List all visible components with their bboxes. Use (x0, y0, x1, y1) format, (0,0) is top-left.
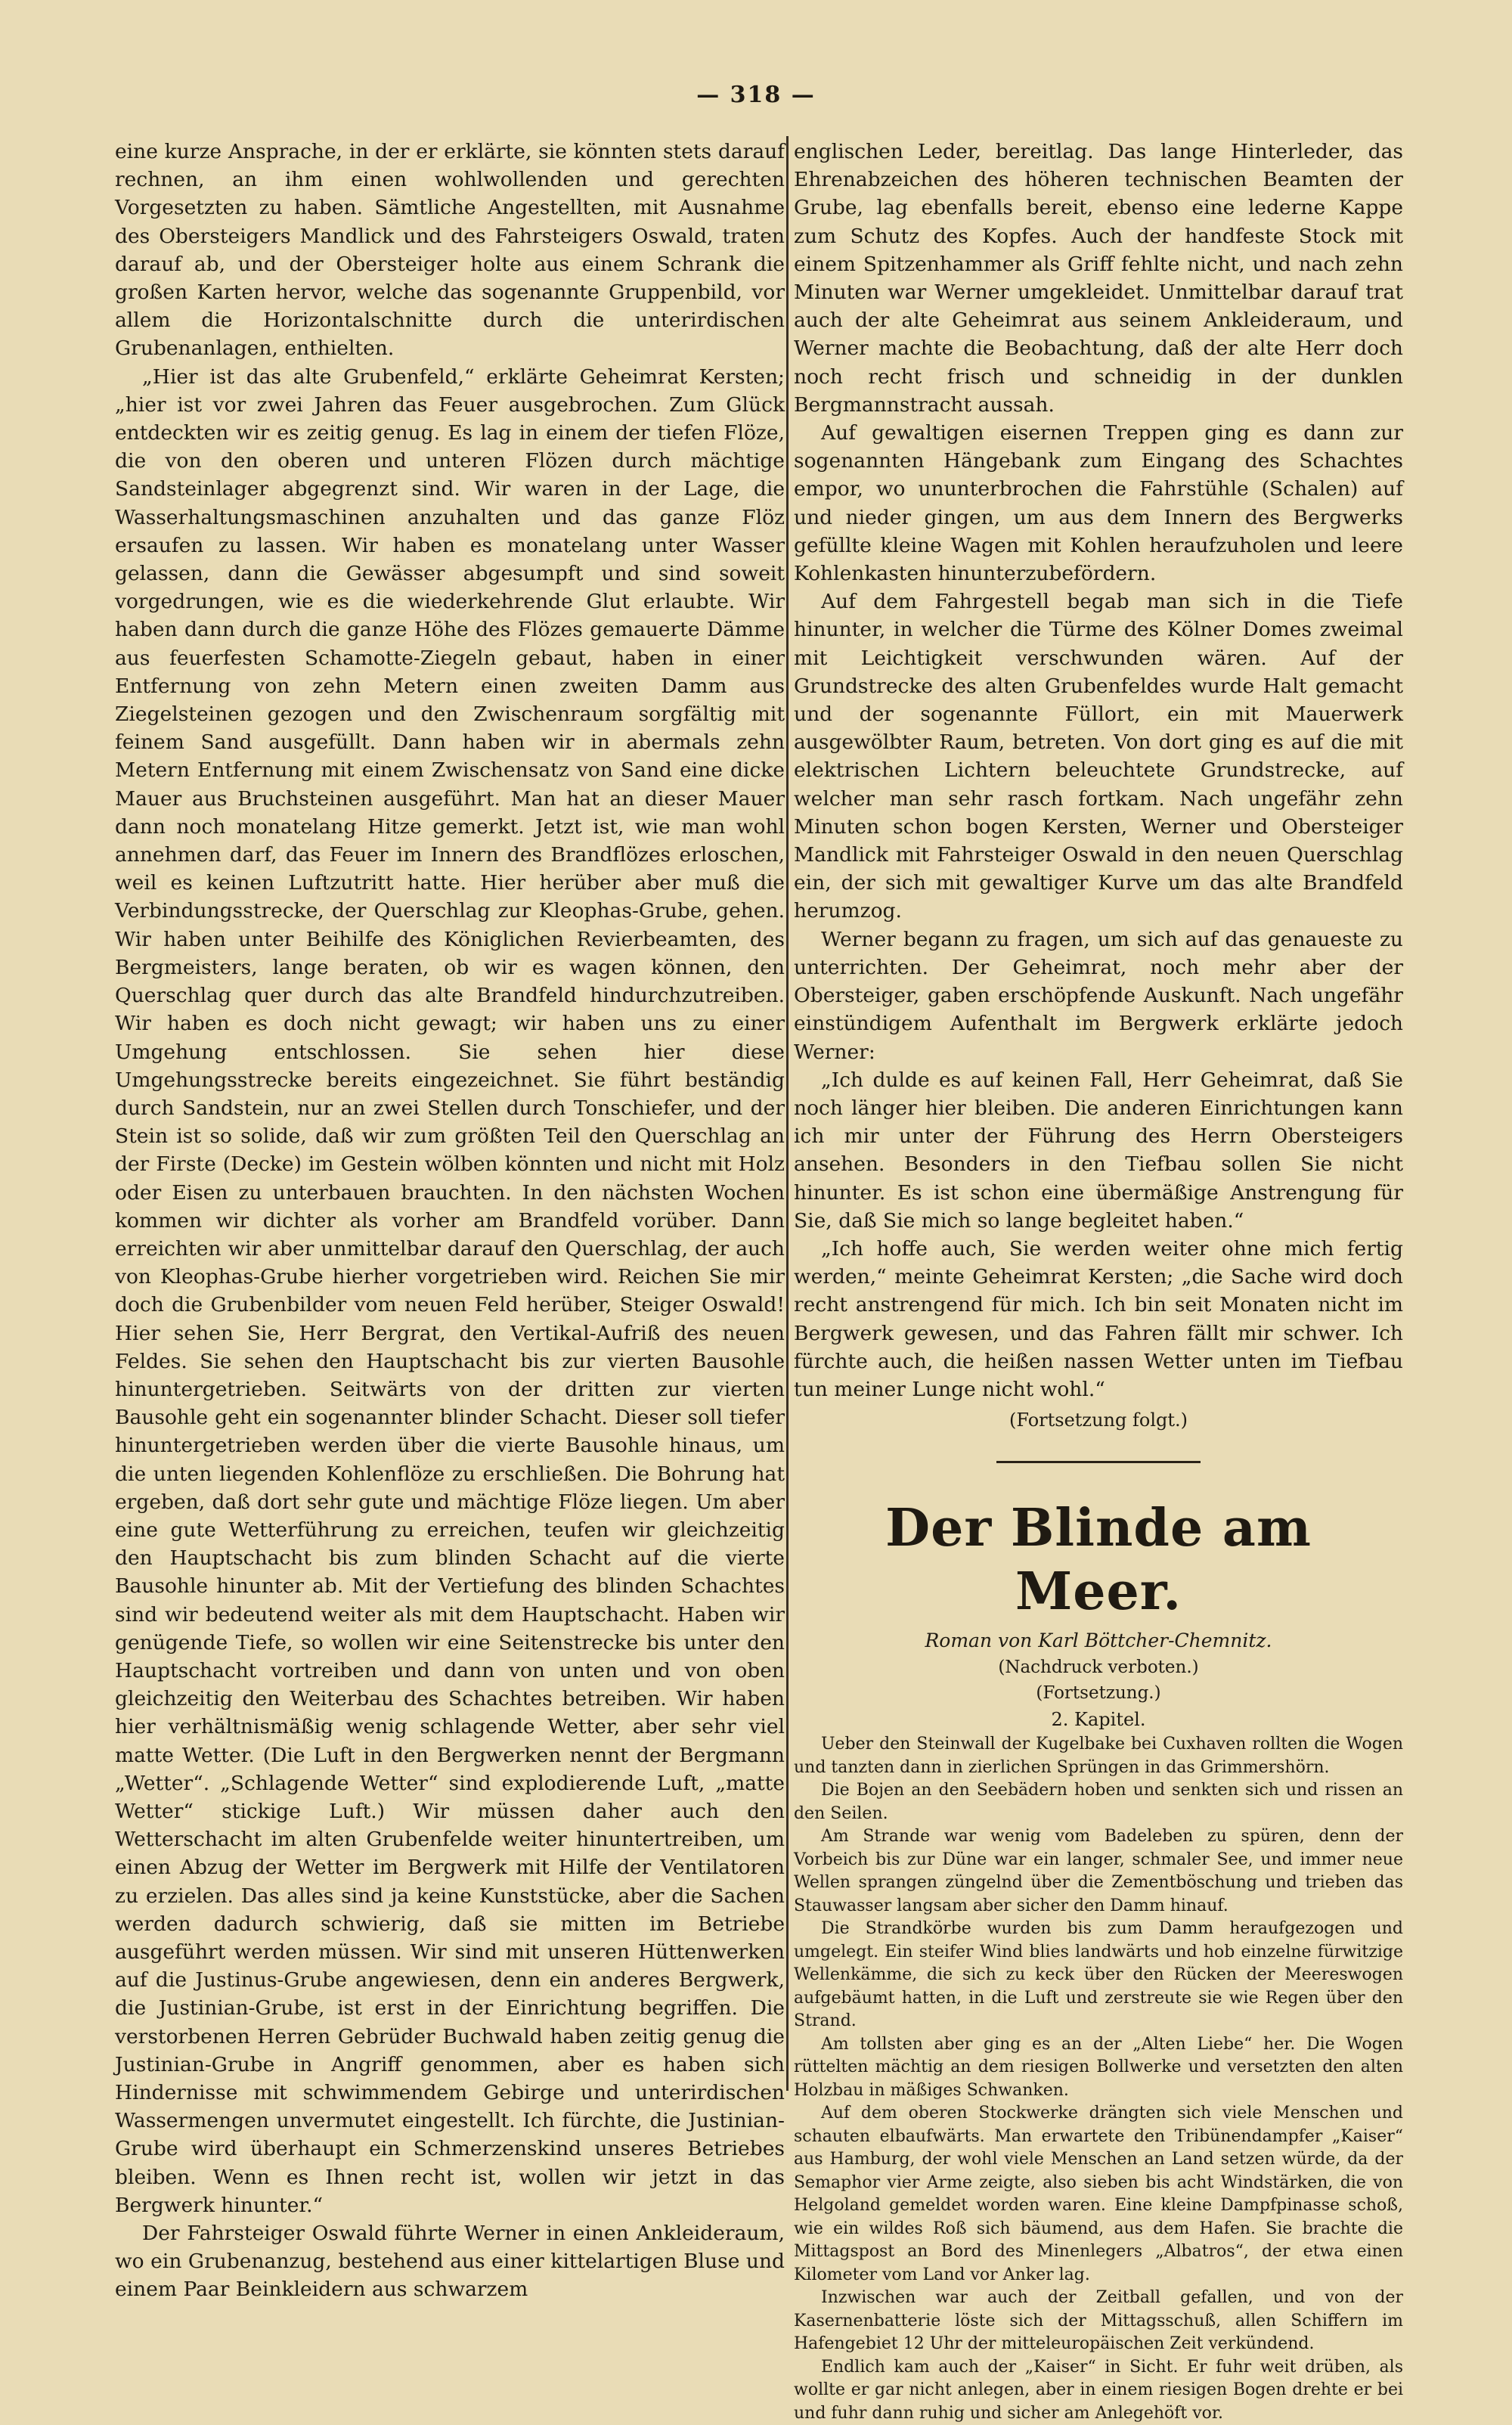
continued-note: (Fortsetzung.) (1036, 1683, 1161, 1704)
novel-paragraph: Am tollsten aber ging es an der „Alten Liebe“ her. Die Wogen rüttelten mächtig an dem riesigen Bollwerke und versetzten den alten Holzbau in mäßiges Schwanken. (794, 2034, 1403, 2100)
article-paragraph: „Ich dulde es auf keinen Fall, Herr Geheimrat, daß Sie noch länger hier bleiben. Die anderen Einrichtungen kann ich mir unter der Führung des Herrn Obersteigers ansehen. Besonders in den Tiefbau sollen Sie nicht hinunter. Es ist schon eine übermäßige Anstrengung für Sie, daß Sie mich so lange begleitet haben.“ (794, 1068, 1403, 1233)
novel-paragraph: Am Strande war wenig vom Badeleben zu spüren, denn der Vorbeich bis zur Düne war ein langer, schmaler See, und immer neue Wellen sprangen züngelnd über die Zementböschung und trieben das Stauwasser langsam aber sicher den Damm hinauf. (794, 1827, 1403, 1915)
right-column (794, 138, 1403, 2425)
article-paragraph: Auf dem Fahrgestell begab man sich in die Tiefe hinunter, in welcher die Türme des Kölner Domes zweimal mit Leichtigkeit verschwunden wären. Auf der Grundstrecke des alten Grubenfeldes wurde Halt gemacht und der sogenannte Füllort, ein mit Mauerwerk ausgewölbter Raum, betreten. Von dort ging es auf die mit elektrischen Lichtern beleuchtete Grundstrecke, auf welcher man sehr rasch fortkam. Nach ungefähr zehn Minuten schon bogen Kersten, Werner und Obersteiger Mandlick mit Fahrsteiger Oswald in den neuen Querschlag ein, der sich mit gewaltiger Kurve um das alte Brandfeld herumzog. (794, 590, 1403, 923)
novel-paragraph: Auf dem oberen Stockwerke drängten sich viele Menschen und schauten elbaufwärts. Man erwartete den Tribünendampfer „Kaiser“ aus Hamburg, der wohl viele Menschen an Land setzen würde, da der Semaphor vier Arme zeigte, also sieben bis acht Windstärken, die von Helgoland gemeldet worden waren. Eine kleine Dampfpinasse schoß, wie ein wildes Roß sich bäumend, aus dem Hafen. Sie brachte die Mittagspost an Bord des Minenlegers „Albatros“, der etwa einen Kilometer vom Land vor Anker lag. (794, 2104, 1403, 2284)
article-paragraph: „Ich hoffe auch, Sie werden weiter ohne mich fertig werden,“ meinte Geheimrat Kersten; „die Sache wird doch recht anstrengend für mich. Ich bin seit Monaten nicht im Bergwerk gewesen, und das Fahren fällt mir schwer. Ich fürchte auch, die heißen nassen Wetter unten im Tiefbau tun meiner Lunge nicht wohl.“ (794, 1236, 1403, 1401)
article-paragraph: Auf gewaltigen eisernen Treppen ging es dann zur sogenannten Hängebank zum Eingang des Schachtes empor, wo ununterbrochen die Fahrstühle (Schalen) auf und nieder gingen, um aus dem Innern des Bergwerks gefüllte kleine Wagen mit Kohlen heraufzuholen und leere Kohlenkasten hinunterzubefördern. (794, 421, 1403, 586)
novel-byline: Roman von Karl Böttcher-Chemnitz. (925, 1630, 1272, 1652)
novel-paragraph: Inzwischen war auch der Zeitball gefallen, und von der Kasernenbatterie löste sich der Mittagsschuß, allen Schiffern im Hafengebiet 12 Uhr der mitteleuropäischen Zeit verkündend. (794, 2288, 1403, 2354)
article-paragraph: Werner begann zu fragen, um sich auf das genaueste zu unterrichten. Der Geheimrat, noch mehr aber der Obersteiger, gaben erschöpfende Auskunft. Nach ungefähr einstündigem Aufenthalt im Bergwerk erklärte jedoch Werner: (794, 927, 1403, 1064)
article-paragraph: englischen Leder, bereitlag. Das lange Hinterleder, das Ehrenabzeichen des höheren technischen Beamten der Grube, lag ebenfalls bereit, ebenso eine lederne Kappe zum Schutz des Kopfes. Auch der handfeste Stock mit einem Spitzenhammer als Griff fehlte nicht, und nach zehn Minuten war Werner umgekleidet. Unmittelbar darauf trat auch der alte Geheimrat aus seinem Ankleideraum, und Werner machte die Beobachtung, daß der alte Herr doch noch recht frisch und schneidig in der dunklen Bergmannstracht aussah. (794, 140, 1403, 417)
column-divider (786, 136, 789, 2091)
novel-paragraph: Die Bojen an den Seebädern hoben und senkten sich und rissen an den Seilen. (794, 1781, 1403, 1823)
article-paragraph: Der Fahrsteiger Oswald führte Werner in einen Ankleideraum, wo ein Grubenanzug, bestehend aus einer kittelartigen Bluse und einem Paar Beinkleidern aus schwarzem (115, 2222, 785, 2302)
chapter-heading: 2. Kapitel. (1051, 1709, 1146, 1731)
article-paragraph: „Hier ist das alte Grubenfeld,“ erklärte Geheimrat Kersten; „hier ist vor zwei Jahren das Feuer ausgebrochen. Zum Glück entdeckten wir es zeitig genug. Es lag in einem der tiefen Flöze, die von den oberen und unteren Flözen durch mächtige Sandsteinlager abgegrenzt sind. Wir waren in der Lage, die Wasserhaltungsmaschinen anzuhalten und das ganze Flöz ersaufen zu lassen. Wir haben es monatelang unter Wasser gelassen, dann die Gewässer abgesumpft und sind soweit vorgedrungen, wie es die wiederkehrende Glut erlaubte. Wir haben dann durch die ganze Höhe des Flözes gemauerte Dämme aus feuerfesten Schamotte-Ziegeln gebaut, haben in einer Entfernung von zehn Metern einen zweiten Damm aus Ziegelsteinen gezogen und den Zwischenraum sorgfältig mit feinem Sand ausgefüllt. Dann haben wir in abermals zehn Metern Entfernung mit einem Zwischensatz von Sand eine dicke Mauer aus Bruchsteinen ausgeführt. Man hat an dieser Mauer dann noch monatelang Hitze gemerkt. Jetzt ist, wie man wohl annehmen darf, das Feuer im Innern des Brandflözes erloschen, weil es keinen Luftzutritt hatte. Hier herüber aber muß die Verbindungsstrecke, der Querschlag zur Kleophas-Grube, gehen. Wir haben unter Beihilfe des Königlichen Revierbeamten, des Bergmeisters, lange beraten, ob wir es wagen können, den Querschlag quer durch das alte Brandfeld hindurchzutreiben. Wir haben es doch nicht gewagt; wir haben uns zu einer Umgehung entschlossen. Sie sehen hier diese Umgehungsstrecke bereits eingezeichnet. Sie führt beständig durch Sandstein, nur an zwei Stellen durch Tonschiefer, und der Stein ist so solide, daß wir zum größten Teil den Querschlag an der Firste (Decke) im Gestein wölben könnten und nicht mit Holz oder Eisen zu unterbauen brauchten. In den nächsten Wochen kommen wir dichter als vorher am Brandfeld vorüber. Dann erreichten wir aber unmittelbar darauf den Querschlag, der auch von Kleophas-Grube hierher vorgetrieben wird. Reichen Sie mir doch die Grubenbilder vom neuen Feld herüber, Steiger Oswald! Hier sehen Sie, Herr Bergrat, den Vertikal-Aufriß des neuen Feldes. Sie sehen den Hauptschacht bis zur vierten Bausohle hinuntergetrieben. Seitwärts von der dritten zur vierten Bausohle geht ein sogenannter blinder Schacht. Dieser soll tiefer hinuntergetrieben werden über die vierte Bausohle hinaus, um die unten liegenden Kohlenflöze zu erschließen. Die Bohrung hat ergeben, daß dort sehr gute und mächtige Flöze liegen. Um aber eine gute Wetterführung zu erreichen, teufen wir gleichzeitig den Hauptschacht bis zum blinden Schacht auf die vierte Bausohle hinunter ab. Mit der Vertiefung des blinden Schachtes sind wir bedeutend weiter als mit dem Hauptschacht. Haben wir genügende Tiefe, so wollen wir eine Seitenstrecke bis unter den Hauptschacht vortreiben und dann von unten und von oben gleichzeitig den Weiterbau des Schachtes betreiben. Wir haben hier verhältnismäßig wenig schlagende Wetter, aber sehr viel matte Wetter. (Die Luft in den Bergwerken nennt der Bergmann „Wetter“. „Schlagende Wetter“ sind explodierende Luft, „matte Wetter“ stickige Luft.) Wir müssen daher auch den Wetterschacht im alten Grubenfelde weiter hinuntertreiben, um einen Abzug der Wetter im Bergwerk mit Hilfe der Ventilatoren zu erzielen. Das alles sind ja keine Kunststücke, aber die Sachen werden dadurch schwierig, daß sie mitten im Betriebe ausgeführt werden müssen. Wir sind mit unseren Hüttenwerken auf die Justinus-Grube angewiesen, denn ein anderes Bergwerk, die Justinian-Grube, ist erst in der Einrichtung begriffen. Die verstorbenen Herren Gebrüder Buchwald haben zeitig genug die Justinian-Grube in Angriff genommen, aber es haben sich Hindernisse mit schwimmendem Gebirge und unterirdischen Wassermengen unvermutet eingestellt. Ich fürchte, die Justinian-Grube wird überhaupt ein Schmerzenskind unseres Betriebes bleiben. Wenn es Ihnen recht ist, wollen wir jetzt in das Bergwerk hinunter.“ (115, 364, 785, 2217)
novel-paragraph: Endlich kam auch der „Kaiser“ in Sicht. Er fuhr weit drüben, als wollte er gar nicht anlegen, aber in einem riesigen Bogen drehte er bei und fuhr dann ruhig und sicher am Anlegehöft vor. (794, 2357, 1403, 2423)
reprint-notice: (Nachdruck verboten.) (998, 1657, 1199, 1678)
novel-text (794, 1733, 1403, 2425)
novel-paragraph: Ueber den Steinwall der Kugelbake bei Cuxhaven rollten die Wogen und tanzten dann in zierlichen Sprüngen in das Grimmershörn. (794, 1735, 1403, 1777)
novel-title: Der Blinde am Meer. (885, 1498, 1312, 1623)
left-column (115, 138, 785, 2304)
novel-paragraph: Die Strandkörbe wurden bis zum Damm heraufgezogen und umgelegt. Ein steifer Wind blies landwärts und hob einzelne fürwitzige Wellenkämme, die sich zu keck über den Rücken der Meereswogen aufgebäumt hatten, in die Luft und zerstreute sie wie Regen über den Strand. (794, 1919, 1403, 2031)
page-number: — 318 — (696, 82, 816, 108)
section-divider (996, 1461, 1201, 1463)
article-paragraph: eine kurze Ansprache, in der er erklärte, sie könnten stets darauf rechnen, an ihm einen wohlwollenden und gerechten Vorgesetzten zu haben. Sämtliche Angestellten, mit Ausnahme des Obersteigers Mandlick und des Fahrsteigers Oswald, traten darauf ab, und der Obersteiger holte aus einem Schrank die großen Karten hervor, welche das sogenannte Gruppenbild, vor allem die Horizontalschnitte durch die unterirdischen Grubenanlagen, enthielten. (115, 140, 785, 361)
continuation-note: (Fortsetzung folgt.) (1009, 1409, 1188, 1431)
